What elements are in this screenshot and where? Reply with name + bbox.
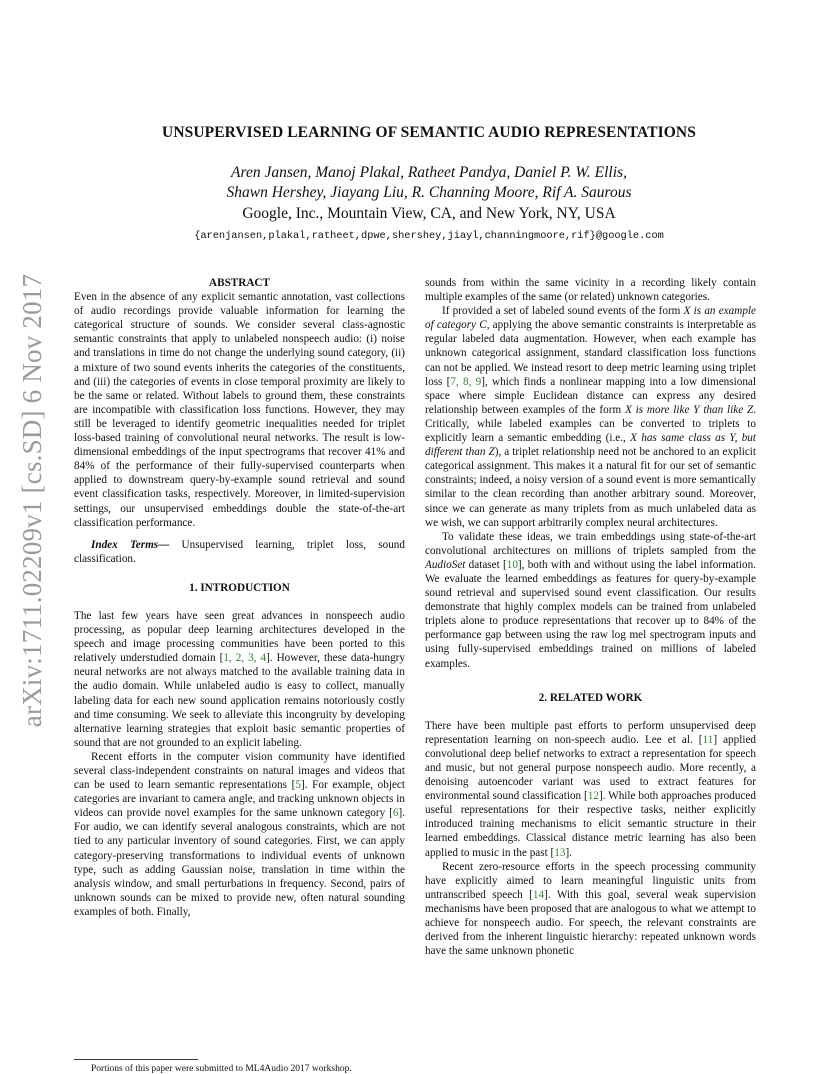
arxiv-stamp-text: arXiv:1711.02209v1 [cs.SD] 6 Nov 2017 [17,273,48,727]
index-terms-text: Unsupervised learning, triplet loss, sound classification. [74,538,405,565]
intro-paragraph-2: Recent efforts in the computer vision community have identified several class-independent constraints on natural images and videos that can be used to learn semantic representations [5]. For example, object categories are invariant to camera angle, and tracking unknown objects in videos can provide novel examples for the same unknown category [6]. For audio, we can identify several analogous constraints, which are not tied to any particular inventory of sound categories. First, we can apply category-preserving transformations to individual events of unknown type, such as adding Gaussian noise, translation in time within the analysis window, and small perturbations in frequency. Second, pairs of unknown sounds can be mixed to provide new, often natural sounding examples of both. Finally, [74,750,405,918]
intro-paragraph-4: To validate these ideas, we train embeddings using state-of-the-art convolutional architectures on millions of triplets sampled from the AudioSet dataset [10], both with and without using the label information. We evaluate the learned embeddings as features for query-by-example sound retrieval and supervised sound event classification. Our results demonstrate that highly complex models can be trained from unlabeled triplets alone to produce representations that recover up to 84% of the performance gap between using the raw log mel spectrogram inputs and using fully-supervised embeddings trained on millions of labeled examples. [425,530,756,670]
left-column [74,276,405,919]
affiliation: Google, Inc., Mountain View, CA, and New York, NY, USA [242,205,616,222]
paper-title: UNSUPERVISED LEARNING OF SEMANTIC AUDIO REPRESENTATIONS [162,124,696,141]
section-heading-related-work: 2. RELATED WORK [538,691,643,704]
arxiv-stamp [10,262,56,738]
abstract-text: Even in the absence of any explicit semantic annotation, vast collections of audio recordings provide valuable information for learning the categorical structure of sounds. We consider several class-agnostic semantic constraints that apply to unlabeled nonspeech audio: (i) noise and translations in time do not change the underlying sound category, (ii) a mixture of two sound events inherits the categories of the constituents, and (iii) the categories of events in close temporal proximity are likely to be the same or related. Without labels to ground them, these constraints are incompatible with classification loss functions. However, they may still be leveraged to identify geometric inequalities needed for triplet loss-based training of convolutional neural networks. The result is low-dimensional embeddings of the input spectrograms that recover 41% and 84% of the performance of their fully-supervised counterparts when applied to downstream query-by-example sound retrieval and sound event classification tasks, respectively. Moreover, in limited-supervision settings, our unsupervised embeddings double the state-of-the-art classification performance. [74,291,405,529]
citation-link[interactable]: 7, 8, 9 [450,375,482,388]
author-emails: {arenjansen,plakal,ratheet,dpwe,shershey,jiayl,channingmoore,rif}@google.com [194,230,664,242]
intro-paragraph-2-continued: sounds from within the same vicinity in a recording likely contain multiple examples of the same (or related) unknown categories. [425,277,756,304]
related-paragraph-1: There have been multiple past efforts to perform unsupervised deep representation learning on non-speech audio. Lee et al. [11] applied convolutional deep belief networks to extract a representation for speech and music, but not general purpose nonspeech audio. More recently, a denoising autoencoder variant was used to extract features for environmental sound classification [12]. While both approaches produced useful representations for their respective tasks, neither explicitly introduced training mechanisms to elicit semantic structure in their learned embeddings. Classical distance metric learning has also been applied to music in the past [13]. [425,719,757,859]
citation-link[interactable]: 14 [532,888,545,901]
right-column [425,276,756,958]
citation-link[interactable]: 12 [587,790,599,803]
citation-link[interactable]: 6 [392,807,399,820]
author-list [74,163,784,203]
author-line-1: Aren Jansen, Manoj Plakal, Ratheet Pandya, Daniel P. W. Ellis, [231,164,627,181]
citation-link[interactable]: 11 [702,733,714,746]
related-paragraph-2: Recent zero-resource efforts in the speech processing community have explicitly aimed to learn meaningful linguistic units from untranscribed speech [14]. With this goal, several weak supervision mechanisms have been proposed that are analogous to what we attempt to achieve for nonspeech audio. For speech, the relevant constraints are derived from the inherent linguistic hierarchy: repeated unknown words have the same unknown phonetic [425,860,756,958]
section-heading-introduction: 1. INTRODUCTION [189,581,290,594]
citation-link[interactable]: 1, 2, 3, 4 [223,652,267,665]
abstract-heading: ABSTRACT [209,277,270,289]
citation-link[interactable]: 13 [554,846,566,859]
author-line-2: Shawn Hershey, Jiayang Liu, R. Channing Moore, Rif A. Saurous [226,184,632,201]
intro-paragraph-3: If provided a set of labeled sound events of the form X is an example of category C, applying the above semantic constraints is interpretable as regular labeled data augmentation. However, when each example has unknown categorical assignment, standard classification loss functions can not be applied. We instead resort to deep metric learning using triplet loss [7, 8, 9], which finds a nonlinear mapping into a low dimensional space where simple Euclidean distance can express any desired relationship between examples of the form X is more like Y than like Z. Critically, while labeled examples can be converted to triplets to explicitly learn a semantic embedding (i.e., X has same class as Y, but different than Z), a triplet relationship need not be anchored to an explicit categorical assignment. This makes it a natural fit for our set of semantic constraints; indeed, a noisy version of a sound event is more semantically similar to the clean recording than another arbitrary sound. Moreover, since we can generate as many triplets from as much unlabeled data as we wish, we can support arbitrarily complex neural architectures. [425,305,757,529]
index-terms [74,538,405,566]
footnote: Portions of this paper were submitted to ML4Audio 2017 workshop. [91,1064,352,1074]
index-terms-label: Index Terms— [91,538,170,551]
citation-link[interactable]: 5 [295,779,301,792]
intro-paragraph-1: The last few years have seen great advances in nonspeech audio processing, as popular deep learning architectures developed in the speech and image processing communities have been ported to this relatively understudied domain [1, 2, 3, 4]. However, these data-hungry neural networks are not always matched to the available training data in the audio domain. While unlabeled audio is easy to collect, manually labeling data for each new sound application remains notoriously costly and time consuming. We seek to alleviate this incongruity by developing alternative learning strategies that exploit basic semantic properties of sound that are not grounded to an explicit labeling. [74,609,405,749]
citation-link[interactable]: 10 [506,558,518,571]
footnote-rule [74,1059,198,1060]
